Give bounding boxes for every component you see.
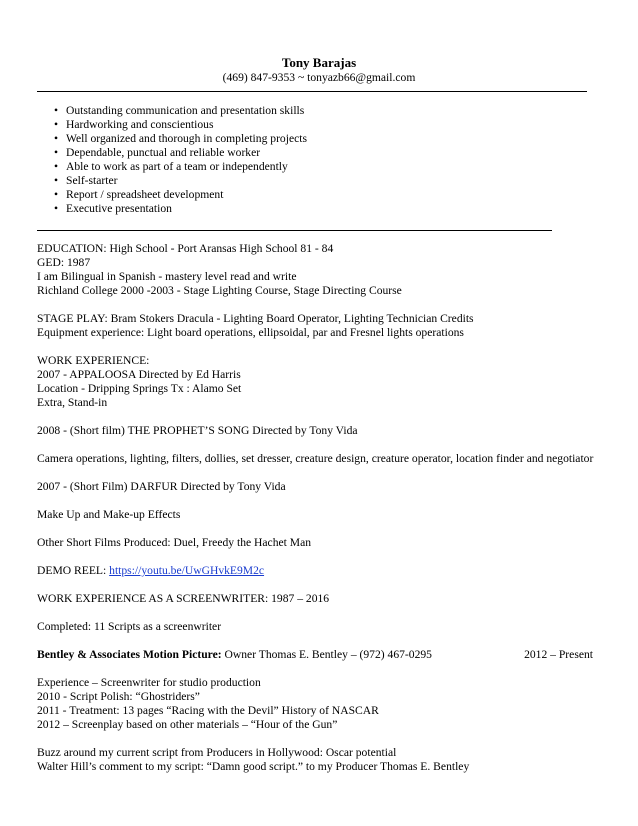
screenwriter-line: 2011 - Treatment: 13 pages “Racing with the Devil” History of NASCAR — [37, 704, 379, 717]
stage-play-line: Equipment experience: Light board operations, ellipsoidal, par and Fresnel lights operations — [37, 326, 464, 339]
work-line: Extra, Stand-in — [37, 396, 108, 409]
bullet-icon: • — [54, 160, 59, 173]
work-line: 2007 - APPALOOSA Directed by Ed Harris — [37, 368, 241, 381]
bullet-icon: • — [54, 188, 59, 201]
header-divider — [37, 91, 587, 92]
skills-list — [54, 104, 307, 216]
bullet-icon: • — [54, 118, 59, 131]
screenwriter-line: 2012 – Screenplay based on other materials – “Hour of the Gun” — [37, 718, 338, 731]
company-line — [37, 648, 432, 662]
demo-reel-label: DEMO REEL: — [37, 564, 110, 577]
work-line: 2007 - (Short Film) DARFUR Directed by Tony Vida — [37, 480, 286, 493]
bullet-icon: • — [54, 132, 59, 145]
screenwriter-line: Buzz around my current script from Producers in Hollywood: Oscar potential — [37, 746, 397, 759]
work-line: Other Short Films Produced: Duel, Freedy the Hachet Man — [37, 536, 312, 549]
work-line: 2008 - (Short film) THE PROPHET’S SONG Directed by Tony Vida — [37, 424, 358, 437]
work-line: Make Up and Make-up Effects — [37, 508, 181, 521]
education-line: I am Bilingual in Spanish - mastery level read and write — [37, 270, 297, 283]
skill-item: • Self-starter — [54, 174, 118, 187]
skill-item: • Hardworking and conscientious — [54, 118, 214, 131]
screenwriter-line: 2010 - Script Polish: “Ghostriders” — [37, 690, 200, 703]
screenwriter-heading: WORK EXPERIENCE AS A SCREENWRITER: 1987 – 2016 — [37, 592, 330, 605]
education-line: Richland College 2000 -2003 - Stage Lighting Course, Stage Directing Course — [37, 284, 402, 297]
skill-item: • Report / spreadsheet development — [54, 188, 224, 201]
screenwriter-line: Completed: 11 Scripts as a screenwriter — [37, 620, 222, 633]
contact-info: (469) 847-9353 ~ tonyazb66@gmail.com — [222, 71, 416, 84]
work-experience-heading: WORK EXPERIENCE: — [37, 354, 150, 367]
screenwriter-line: Experience – Screenwriter for studio production — [37, 676, 261, 689]
company-name: Bentley & Associates Motion Picture: — [37, 648, 222, 661]
demo-reel-line — [37, 564, 264, 578]
demo-reel-link[interactable]: https://youtu.be/UwGHvkE9M2c — [109, 564, 265, 577]
bullet-icon: • — [54, 174, 59, 187]
skills-divider — [37, 230, 552, 231]
work-line: Camera operations, lighting, filters, dollies, set dresser, creature design, creature operator, location finder and negotiator — [37, 452, 594, 465]
skill-item: • Well organized and thorough in completing projects — [54, 132, 307, 145]
bullet-icon: • — [54, 146, 59, 159]
company-dates: 2012 – Present — [524, 648, 593, 661]
bullet-icon: • — [54, 202, 59, 215]
skill-item: • Executive presentation — [54, 202, 172, 215]
education-line: GED: 1987 — [37, 256, 91, 269]
company-owner: Owner Thomas E. Bentley – (972) 467-0295 — [221, 648, 432, 661]
work-line: Location - Dripping Springs Tx : Alamo Set — [37, 382, 242, 395]
stage-play-line: STAGE PLAY: Bram Stokers Dracula - Lighting Board Operator, Lighting Technician Credits — [37, 312, 474, 325]
skill-item: • Outstanding communication and presentation skills — [54, 104, 305, 117]
education-line: EDUCATION: High School - Port Aransas High School 81 - 84 — [37, 242, 334, 255]
resume-name: Tony Barajas — [281, 55, 357, 70]
skill-item: • Dependable, punctual and reliable worker — [54, 146, 261, 159]
bullet-icon: • — [54, 104, 59, 117]
skill-item: • Able to work as part of a team or independently — [54, 160, 288, 173]
screenwriter-line: Walter Hill’s comment to my script: “Damn good script.” to my Producer Thomas E. Bentley — [37, 760, 470, 773]
